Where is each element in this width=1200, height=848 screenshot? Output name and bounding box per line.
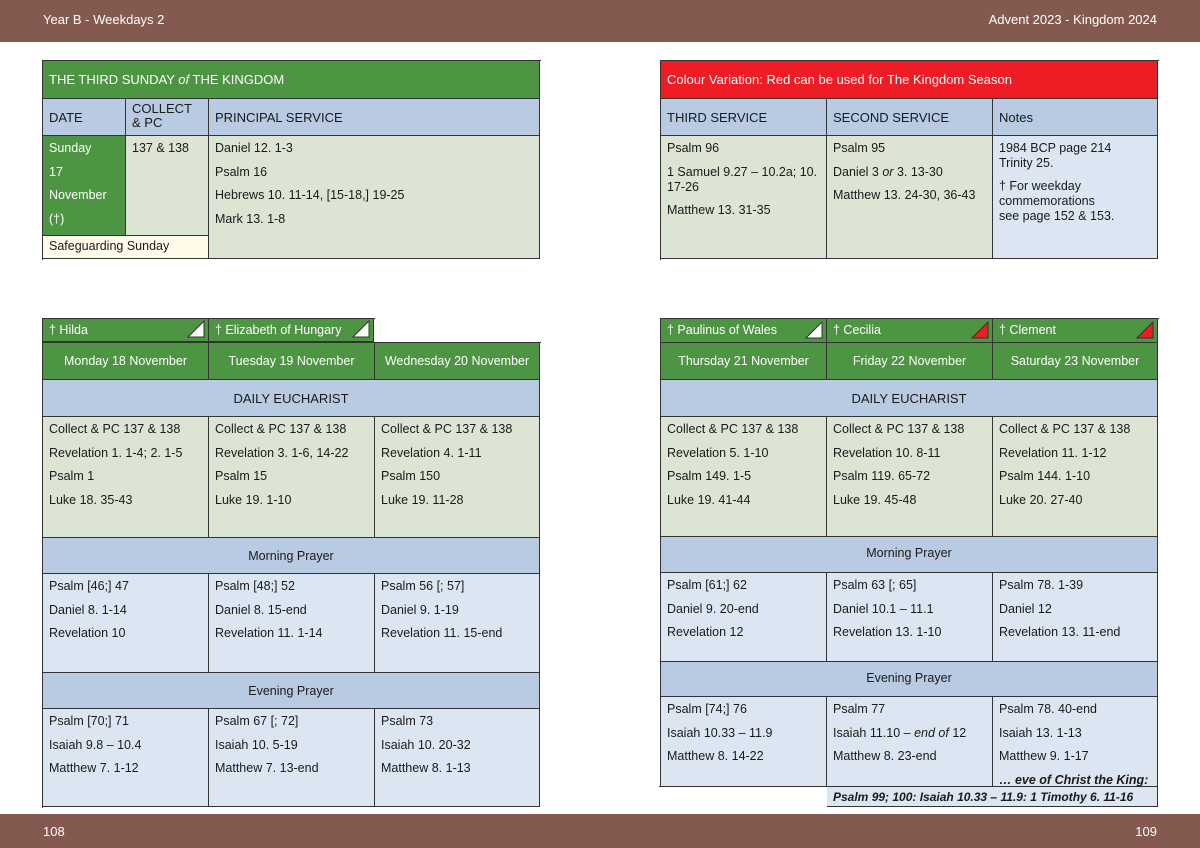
evening-wednesday: Psalm 73 Isaiah 10. 20-32 Matthew 8. 1-13 xyxy=(375,709,540,807)
header-right: Advent 2023 - Kingdom 2024 xyxy=(988,12,1157,27)
eucharist-friday: Collect & PC 137 & 138 Revelation 10. 8-11 Psalm 119. 65-72 Luke 19. 45-48 xyxy=(827,417,993,537)
commemoration-cecilia: † Cecilia xyxy=(827,319,993,343)
eve-readings: Psalm 99; 100: Isaiah 10.33 – 11.9: 1 Timothy 6. 11-16 xyxy=(827,787,1158,807)
evening-monday: Psalm [70;] 71 Isaiah 9.8 – 10.4 Matthew 7. 1-12 xyxy=(43,709,209,807)
page-number-right: 109 xyxy=(1135,824,1157,839)
page-footer xyxy=(0,814,1200,848)
notes-cell: 1984 BCP page 214 Trinity 25. † For weekday commemorations see page 152 & 153. xyxy=(993,136,1158,259)
eve-note: … eve of Christ the King: xyxy=(999,772,1149,787)
red-corner-icon xyxy=(1136,321,1154,339)
day-saturday: Saturday 23 November xyxy=(993,343,1158,380)
col-principal-header: PRINCIPAL SERVICE xyxy=(209,99,540,136)
sunday-table xyxy=(42,60,541,260)
white-corner-icon xyxy=(352,320,370,338)
week-right-table xyxy=(660,318,1159,808)
morning-tuesday: Psalm [48;] 52 Daniel 8. 15-end Revelation 11. 1-14 xyxy=(209,574,375,673)
second-service-cell: Psalm 95 Daniel 3 or 3. 13-30 Matthew 13. 24-30, 36-43 xyxy=(827,136,993,259)
safeguarding-sunday: Safeguarding Sunday xyxy=(43,236,209,259)
col-third-header: THIRD SERVICE xyxy=(661,99,827,136)
sunday-principal-cell: Daniel 12. 1-3 Psalm 16 Hebrews 10. 11-14, [15-18,] 19-25 Mark 13. 1-8 xyxy=(209,136,540,259)
sunday-date-cell: Sunday 17 November (†) xyxy=(43,136,126,236)
morning-saturday: Psalm 78. 1-39 Daniel 12 Revelation 13. 11-end xyxy=(993,573,1158,662)
evening-prayer-label-right: Evening Prayer xyxy=(661,662,1158,697)
eucharist-saturday: Collect & PC 137 & 138 Revelation 11. 1-12 Psalm 144. 1-10 Luke 20. 27-40 xyxy=(993,417,1158,537)
services-table xyxy=(660,60,1159,260)
morning-prayer-label: Morning Prayer xyxy=(43,538,540,574)
red-corner-icon xyxy=(971,321,989,339)
eucharist-tuesday: Collect & PC 137 & 138 Revelation 3. 1-6, 14-22 Psalm 15 Luke 19. 1-10 xyxy=(209,417,375,538)
evening-thursday: Psalm [74;] 76 Isaiah 10.33 – 11.9 Matthew 8. 14-22 xyxy=(661,697,827,787)
day-wednesday: Wednesday 20 November xyxy=(375,343,540,380)
evening-friday: Psalm 77 Isaiah 11.10 – end of 12 Matthew 8. 23-end xyxy=(827,697,993,787)
daily-eucharist-label: DAILY EUCHARIST xyxy=(43,380,540,417)
daily-eucharist-label-right: DAILY EUCHARIST xyxy=(661,380,1158,417)
morning-friday: Psalm 63 [; 65] Daniel 10.1 – 11.1 Revelation 13. 1-10 xyxy=(827,573,993,662)
white-corner-icon xyxy=(805,321,823,339)
morning-wednesday: Psalm 56 [; 57] Daniel 9. 1-19 Revelation 11. 15-end xyxy=(375,574,540,673)
morning-prayer-label-right: Morning Prayer xyxy=(661,537,1158,573)
commemoration-elizabeth: † Elizabeth of Hungary xyxy=(209,319,374,342)
week-left-commemorations xyxy=(42,318,375,343)
header-left: Year B - Weekdays 2 xyxy=(43,12,165,27)
commemoration-paulinus: † Paulinus of Wales xyxy=(661,319,827,343)
page-number-left: 108 xyxy=(43,824,65,839)
col-date-header: DATE xyxy=(43,99,126,136)
eucharist-monday: Collect & PC 137 & 138 Revelation 1. 1-4; 2. 1-5 Psalm 1 Luke 18. 35-43 xyxy=(43,417,209,538)
third-service-cell: Psalm 96 1 Samuel 9.27 – 10.2a; 10. 17-26 Matthew 13. 31-35 xyxy=(661,136,827,259)
page-header xyxy=(0,0,1200,42)
evening-saturday: Psalm 78. 40-end Isaiah 13. 1-13 Matthew 9. 1-17 … eve of Christ the King: xyxy=(993,697,1158,787)
eucharist-wednesday: Collect & PC 137 & 138 Revelation 4. 1-11 Psalm 150 Luke 19. 11-28 xyxy=(375,417,540,538)
col-notes-header: Notes xyxy=(993,99,1158,136)
commemoration-hilda: † Hilda xyxy=(43,319,209,342)
colour-variation-note: Colour Variation: Red can be used for The Kingdom Season xyxy=(661,61,1158,99)
commemoration-clement: † Clement xyxy=(993,319,1158,343)
morning-thursday: Psalm [61;] 62 Daniel 9. 20-end Revelation 12 xyxy=(661,573,827,662)
sunday-collect-cell: 137 & 138 xyxy=(126,136,209,236)
week-left-table xyxy=(42,342,541,808)
col-second-header: SECOND SERVICE xyxy=(827,99,993,136)
evening-tuesday: Psalm 67 [; 72] Isaiah 10. 5-19 Matthew 7. 13-end xyxy=(209,709,375,807)
day-friday: Friday 22 November xyxy=(827,343,993,380)
day-monday: Monday 18 November xyxy=(43,343,209,380)
day-tuesday: Tuesday 19 November xyxy=(209,343,375,380)
white-corner-icon xyxy=(187,320,205,338)
eucharist-thursday: Collect & PC 137 & 138 Revelation 5. 1-10 Psalm 149. 1-5 Luke 19. 41-44 xyxy=(661,417,827,537)
evening-prayer-label: Evening Prayer xyxy=(43,673,540,709)
sunday-title: THE THIRD SUNDAY of THE KINGDOM xyxy=(43,61,540,99)
eve-row-gap xyxy=(659,786,826,810)
day-thursday: Thursday 21 November xyxy=(661,343,827,380)
morning-monday: Psalm [46;] 47 Daniel 8. 1-14 Revelation 10 xyxy=(43,574,209,673)
col-collect-header: COLLECT & PC xyxy=(126,99,209,136)
